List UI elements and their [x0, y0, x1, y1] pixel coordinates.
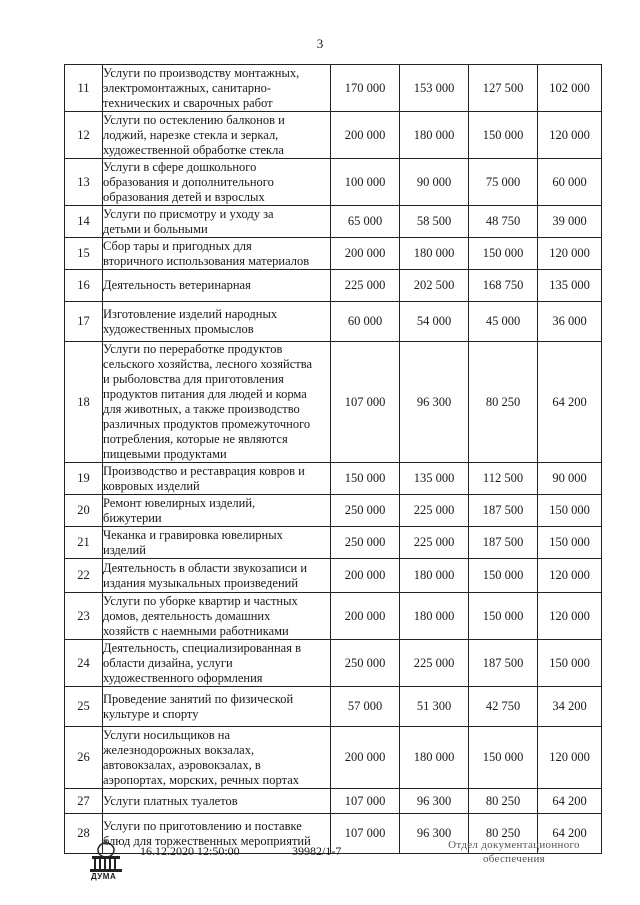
rate-value: 100 000 — [331, 159, 400, 206]
service-description — [103, 342, 331, 463]
service-description — [103, 270, 331, 302]
description-line: Услуги по присмотру и уходу за — [103, 206, 274, 221]
rate-value: 180 000 — [400, 593, 469, 640]
service-description — [103, 527, 331, 559]
rate-value: 153 000 — [400, 65, 469, 112]
description-line: электромонтажных, санитарно- — [103, 80, 272, 95]
rate-value: 135 000 — [400, 463, 469, 495]
table-row — [65, 559, 602, 593]
rate-value: 96 300 — [400, 342, 469, 463]
rate-value: 170 000 — [331, 65, 400, 112]
description-line: хозяйств с наемными работниками — [103, 623, 289, 638]
rate-value: 200 000 — [331, 727, 400, 789]
description-line: Сбор тары и пригодных для — [103, 238, 252, 253]
row-number: 13 — [65, 159, 103, 206]
service-description — [103, 727, 331, 789]
description-line: Услуги по остеклению балконов и — [103, 112, 285, 127]
rate-value: 250 000 — [331, 495, 400, 527]
row-number: 12 — [65, 112, 103, 159]
service-description — [103, 559, 331, 593]
rate-value: 45 000 — [469, 302, 538, 342]
rate-value: 180 000 — [400, 559, 469, 593]
description-line: Услуги по переработке продуктов — [103, 342, 283, 356]
rate-value: 180 000 — [400, 238, 469, 270]
rate-value: 250 000 — [331, 640, 400, 687]
description-line: Деятельность в области звукозаписи и — [103, 560, 308, 575]
rate-value: 60 000 — [538, 159, 602, 206]
table-row — [65, 640, 602, 687]
rate-value: 54 000 — [400, 302, 469, 342]
description-line: домов, деятельность домашних — [103, 608, 271, 623]
rate-value: 42 750 — [469, 687, 538, 727]
rate-value: 127 500 — [469, 65, 538, 112]
table-row — [65, 687, 602, 727]
table-row — [65, 495, 602, 527]
description-line: Деятельность ветеринарная — [103, 278, 251, 292]
description-line: для животных, а также производство — [103, 402, 300, 416]
footer-date: 16.12.2020 12:50:00 — [140, 844, 240, 858]
rate-value: 225 000 — [400, 527, 469, 559]
rate-value: 112 500 — [469, 463, 538, 495]
rate-value: 180 000 — [400, 727, 469, 789]
rate-value: 39 000 — [538, 206, 602, 238]
description-line: и рыболовства для приготовления — [103, 372, 284, 386]
rate-value: 51 300 — [400, 687, 469, 727]
service-description — [103, 463, 331, 495]
description-line: Производство и реставрация ковров и — [103, 463, 305, 478]
table-row — [65, 527, 602, 559]
footer-doc-code: 39982/1-7 — [292, 844, 342, 858]
service-description — [103, 206, 331, 238]
department-line: Отдел документационного — [448, 839, 580, 851]
rate-value: 120 000 — [538, 238, 602, 270]
rate-value: 150 000 — [538, 527, 602, 559]
description-line: Ремонт ювелирных изделий, — [103, 495, 256, 510]
rate-value: 187 500 — [469, 527, 538, 559]
service-description — [103, 302, 331, 342]
footer-department-stamp — [434, 838, 594, 866]
rates-table — [64, 64, 602, 854]
row-number: 20 — [65, 495, 103, 527]
row-number: 22 — [65, 559, 103, 593]
rate-value: 90 000 — [400, 159, 469, 206]
service-description — [103, 495, 331, 527]
description-line: аэропортах, морских, речных портах — [103, 772, 299, 787]
description-line: Услуги носильщиков на — [103, 727, 231, 742]
description-line: Услуги в сфере дошкольного — [103, 159, 257, 174]
description-line: издания музыкальных произведений — [103, 575, 299, 590]
rate-value: 107 000 — [331, 789, 400, 814]
row-number: 27 — [65, 789, 103, 814]
description-line: образования детей и взрослых — [103, 189, 265, 204]
rate-value: 225 000 — [400, 495, 469, 527]
rate-value: 75 000 — [469, 159, 538, 206]
rate-value: 120 000 — [538, 727, 602, 789]
description-line: различных продуктов промежуточного — [103, 417, 311, 431]
rate-value: 150 000 — [469, 112, 538, 159]
page-number: 3 — [316, 36, 324, 51]
description-line: детьми и больными — [103, 221, 208, 236]
rate-value: 58 500 — [400, 206, 469, 238]
rate-value: 64 200 — [538, 789, 602, 814]
table-row — [65, 206, 602, 238]
row-number: 26 — [65, 727, 103, 789]
description-line: Изготовление изделий народных — [103, 306, 278, 321]
rate-value: 65 000 — [331, 206, 400, 238]
rate-value: 96 300 — [400, 789, 469, 814]
description-line: Деятельность, специализированная в — [103, 640, 302, 655]
table-row — [65, 789, 602, 814]
logo-label: ДУМА — [91, 872, 117, 881]
rate-value: 200 000 — [331, 559, 400, 593]
rate-value: 202 500 — [400, 270, 469, 302]
description-line: технических и сварочных работ — [103, 95, 273, 110]
rates-table-body — [65, 65, 602, 854]
description-line: пищевыми продуктами — [103, 447, 227, 461]
description-line: образования и дополнительного — [103, 174, 274, 189]
row-number: 19 — [65, 463, 103, 495]
rate-value: 200 000 — [331, 238, 400, 270]
service-description — [103, 238, 331, 270]
rate-value: 80 250 — [469, 814, 538, 854]
row-number: 24 — [65, 640, 103, 687]
rate-value: 200 000 — [331, 593, 400, 640]
service-description — [103, 687, 331, 727]
row-number: 16 — [65, 270, 103, 302]
description-line: Услуги по производству монтажных, — [103, 65, 300, 80]
rate-value: 80 250 — [469, 342, 538, 463]
row-number: 18 — [65, 342, 103, 463]
table-row — [65, 463, 602, 495]
rate-value: 250 000 — [331, 527, 400, 559]
table-row — [65, 593, 602, 640]
rate-value: 36 000 — [538, 302, 602, 342]
table-row — [65, 270, 602, 302]
rate-value: 96 300 — [400, 814, 469, 854]
rate-value: 150 000 — [538, 640, 602, 687]
row-number: 28 — [65, 814, 103, 854]
description-line: изделий — [103, 542, 146, 557]
department-line: обеспечения — [482, 853, 546, 865]
row-number: 15 — [65, 238, 103, 270]
description-line: ковровых изделий — [103, 478, 200, 493]
description-line: Услуги по уборке квартир и частных — [103, 593, 298, 608]
rate-value: 107 000 — [331, 814, 400, 854]
table-row — [65, 238, 602, 270]
service-description — [103, 65, 331, 112]
description-line: области дизайна, услуги — [103, 655, 233, 670]
description-line: автовокзалах, аэровокзалах, в — [103, 757, 261, 772]
description-line: художественного оформления — [103, 670, 263, 685]
description-line: бижутерии — [103, 510, 162, 525]
rate-value: 107 000 — [331, 342, 400, 463]
rate-value: 120 000 — [538, 593, 602, 640]
rate-value: 34 200 — [538, 687, 602, 727]
rate-value: 225 000 — [331, 270, 400, 302]
rate-value: 120 000 — [538, 112, 602, 159]
service-description — [103, 159, 331, 206]
service-description — [103, 640, 331, 687]
description-line: железнодорожных вокзалах, — [103, 742, 255, 757]
description-line: Чеканка и гравировка ювелирных — [103, 527, 283, 542]
table-row — [65, 159, 602, 206]
rate-value: 187 500 — [469, 640, 538, 687]
rate-value: 57 000 — [331, 687, 400, 727]
rate-value: 180 000 — [400, 112, 469, 159]
description-line: продуктов питания для людей и корма — [103, 387, 307, 401]
row-number: 14 — [65, 206, 103, 238]
rate-value: 90 000 — [538, 463, 602, 495]
description-line: художественной обработке стекла — [103, 142, 284, 157]
table-row — [65, 727, 602, 789]
rate-value: 150 000 — [469, 238, 538, 270]
rate-value: 80 250 — [469, 789, 538, 814]
page-footer — [0, 832, 640, 892]
rate-value: 168 750 — [469, 270, 538, 302]
rate-value: 150 000 — [538, 495, 602, 527]
row-number: 17 — [65, 302, 103, 342]
rate-value: 150 000 — [331, 463, 400, 495]
row-number: 25 — [65, 687, 103, 727]
rate-value: 150 000 — [469, 727, 538, 789]
description-line: лоджий, нарезке стекла и зеркал, — [103, 127, 279, 142]
service-description — [103, 112, 331, 159]
description-line: сельского хозяйства, лесного хозяйства — [103, 357, 313, 371]
row-number: 11 — [65, 65, 103, 112]
row-number: 23 — [65, 593, 103, 640]
rate-value: 64 200 — [538, 342, 602, 463]
duma-building-icon — [86, 838, 126, 874]
table-row — [65, 112, 602, 159]
rate-value: 150 000 — [469, 593, 538, 640]
rate-value: 60 000 — [331, 302, 400, 342]
service-description — [103, 789, 331, 814]
rate-value: 135 000 — [538, 270, 602, 302]
rate-value: 64 200 — [538, 814, 602, 854]
description-line: потребления, которые не являются — [103, 432, 288, 446]
rate-value: 225 000 — [400, 640, 469, 687]
table-row — [65, 65, 602, 112]
table-row — [65, 302, 602, 342]
description-line: культуре и спорту — [103, 706, 199, 721]
rate-value: 200 000 — [331, 112, 400, 159]
row-number: 21 — [65, 527, 103, 559]
description-line: Услуги по приготовлению и поставке — [103, 818, 302, 833]
service-description — [103, 593, 331, 640]
rate-value: 150 000 — [469, 559, 538, 593]
rate-value: 187 500 — [469, 495, 538, 527]
table-row — [65, 342, 602, 463]
rate-value: 102 000 — [538, 65, 602, 112]
rate-value: 48 750 — [469, 206, 538, 238]
description-line: вторичного использования материалов — [103, 253, 310, 268]
rate-value: 120 000 — [538, 559, 602, 593]
description-line: блюд для торжественных мероприятий — [103, 833, 311, 848]
description-line: Проведение занятий по физической — [103, 691, 294, 706]
description-line: Услуги платных туалетов — [103, 793, 238, 808]
description-line: художественных промыслов — [103, 321, 254, 336]
